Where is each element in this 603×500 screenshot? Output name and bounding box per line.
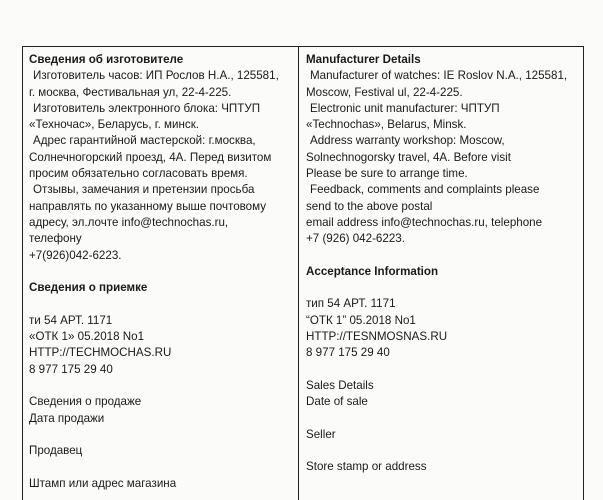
seller-ru: Продавец [29,444,83,458]
workshop-line-ru: Солнечногорский проезд, 4А. Перед визитом [29,150,272,164]
workshop-line-ru: просим обязательно согласовать время. [29,167,248,181]
acceptance-line-en: тип 54 АРТ. 1171 [306,297,396,311]
details-table [22,46,584,500]
russian-column [23,47,299,500]
watch-maker-line-en: Moscow, Festival ul, 22-4-225. [306,85,463,99]
feedback-line-ru: направлять по указанному выше почтовому [29,199,267,213]
electronics-maker-line-ru: Изготовитель электронного блока: ЧПТУП [33,101,261,115]
feedback-line-ru: телефону [29,232,82,246]
acceptance-line-en: “ОТК 1” 05.2018 No1 [306,313,416,327]
stamp-en: Store stamp or address [306,460,427,474]
sale-date-en: Date of sale [306,395,368,409]
sale-heading-en: Sales Details [306,378,374,392]
seller-en: Seller [306,427,336,441]
manufacturer-heading-en: Manufacturer Details [306,53,421,66]
sale-date-ru: Дата продажи [29,411,105,425]
feedback-line-ru: адресу, эл.лочте info@technochas.ru, [29,215,229,229]
english-column [299,47,583,500]
electronics-maker-line-en: Electronic unit manufacturer: ЧПТУП [310,101,500,115]
feedback-line-en: Feedback, comments and complaints please [310,183,540,197]
acceptance-line-en: 8 977 175 29 40 [306,346,390,360]
acceptance-line-ru: ти 54 АРТ. 1171 [29,313,113,327]
manufacturer-heading-ru: Сведения об изготовителе [29,53,184,66]
workshop-line-en: Please be sure to arrange time. [306,167,468,181]
feedback-line-en: send to the above postal [306,199,433,213]
feedback-line-ru: Отзывы, замечания и претензии просьба [33,183,255,197]
acceptance-line-en: HTTP://TESNMOSNAS.RU [306,330,448,344]
watch-maker-line-ru: Изготовитель часов: ИП Рослов Н.А., 125581, [33,69,279,83]
stamp-ru: Штамп или адрес магазина [29,476,177,490]
feedback-line-ru: +7(926)042-6223. [29,248,122,262]
feedback-line-en: email address info@technochas.ru, telephone [306,215,543,229]
electronics-maker-line-ru: «Техночас», Беларусь, г. минск. [29,118,199,132]
acceptance-heading-ru: Сведения о приемке [29,281,148,295]
workshop-line-ru: Адрес гарантийной мастерской: г.москва, [33,134,256,148]
acceptance-line-ru: HTTP://TECHMOCHAS.RU [29,346,172,360]
acceptance-line-ru: 8 977 175 29 40 [29,362,113,376]
acceptance-heading-en: Acceptance Information [306,264,439,278]
workshop-line-en: Solnechnogorsky travel, 4A. Before visit [306,150,511,164]
workshop-line-en: Address warranty workshop: Moscow, [310,134,505,148]
sale-heading-ru: Сведения о продаже [29,395,142,409]
feedback-line-en: +7 (926) 042-6223. [306,232,405,246]
watch-maker-line-en: Manufacturer of watches: IE Roslov N.A., 125581, [310,69,568,83]
watch-maker-line-ru: г. москва, Фестивальная ул, 22-4-225. [29,85,232,99]
electronics-maker-line-en: «Technochas», Belarus, Minsk. [306,118,467,132]
acceptance-line-ru: «ОТК 1» 05.2018 No1 [29,330,145,344]
